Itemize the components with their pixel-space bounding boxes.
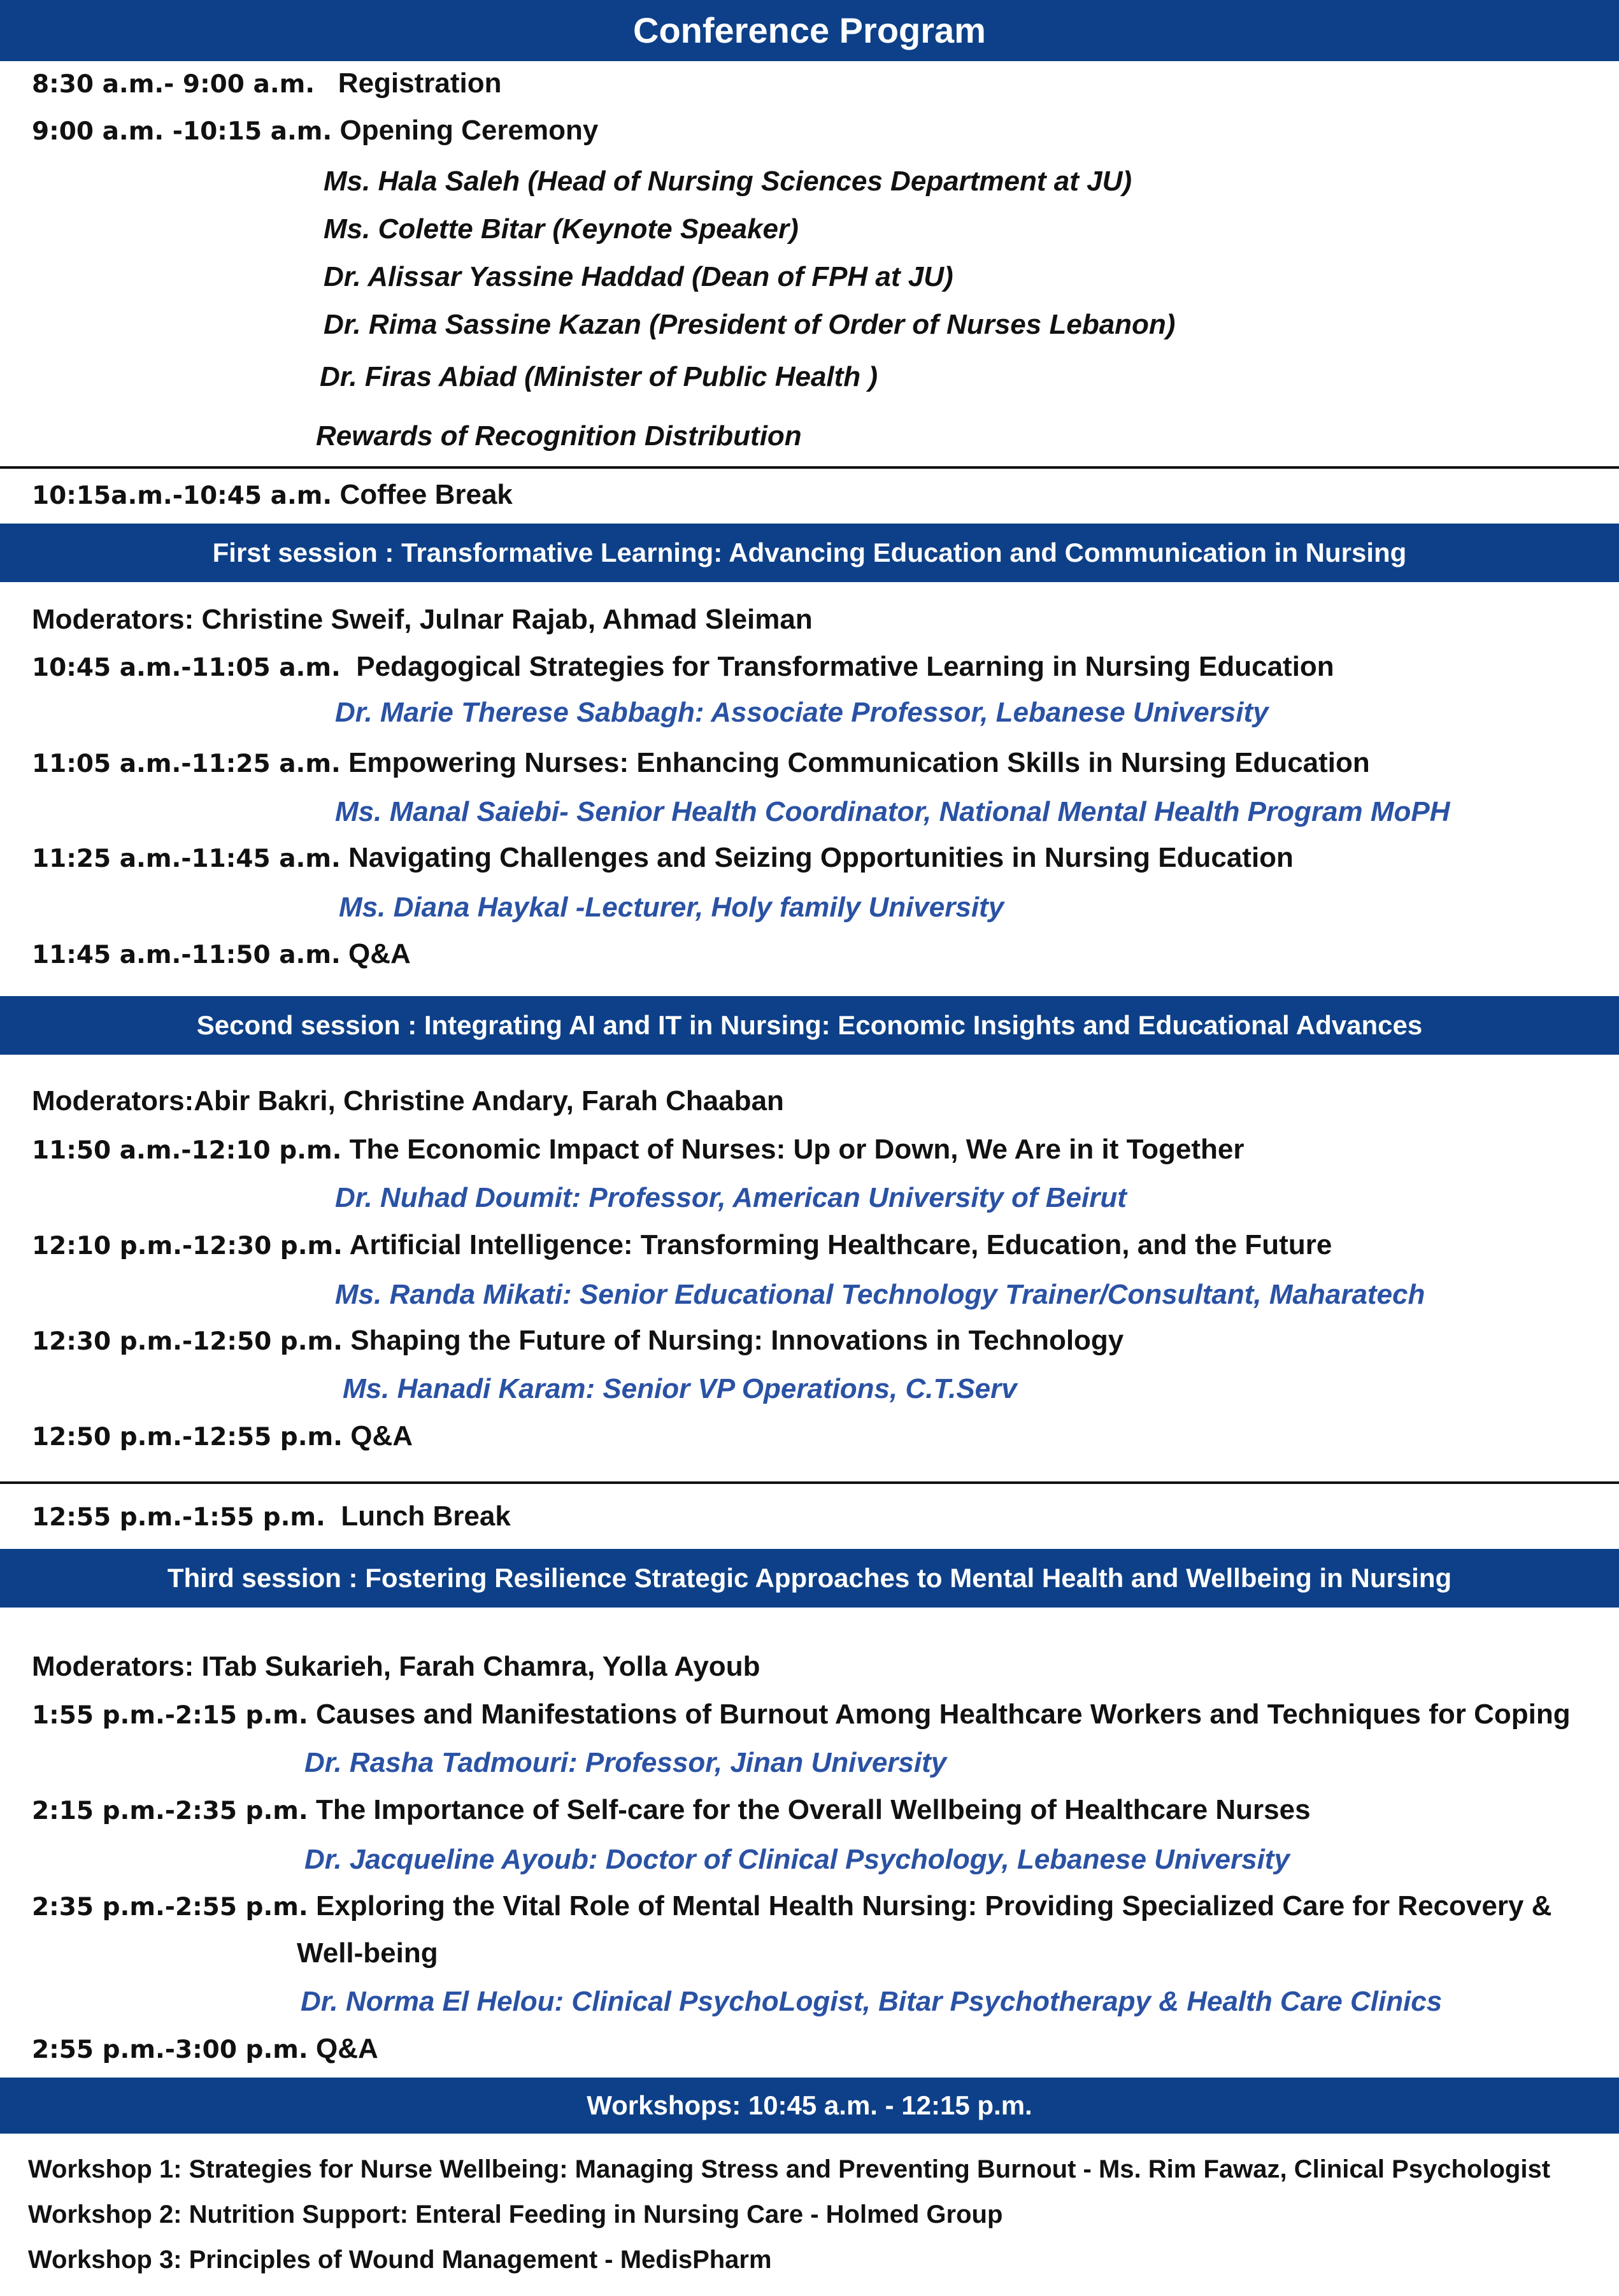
coffee-break-time: 10:15a.m.-10:45 a.m. bbox=[32, 481, 332, 510]
registration-row bbox=[32, 68, 502, 99]
registration-time: 8:30 a.m.- 9:00 a.m. bbox=[32, 70, 315, 99]
opening-speaker: Dr. Alissar Yassine Haddad (Dean of FPH at JU) bbox=[324, 261, 953, 292]
talk-title: Navigating Challenges and Seizing Opportunities in Nursing Education bbox=[348, 842, 1294, 873]
talk-speaker: Dr. Norma El Helou: Clinical PsychoLogist, Bitar Psychotherapy & Health Care Clinics bbox=[301, 1986, 1443, 2017]
session-3-header: Third session : Fostering Resilience Strategic Approaches to Mental Health and Wellbeing in Nursing bbox=[0, 1549, 1619, 1608]
coffee-break-title: Coffee Break bbox=[339, 479, 513, 510]
talk-row bbox=[32, 1890, 1551, 1922]
talk-title: Empowering Nurses: Enhancing Communication Skills in Nursing Education bbox=[348, 747, 1370, 778]
coffee-break-row bbox=[32, 479, 513, 511]
opening-ceremony-row bbox=[32, 115, 598, 146]
talk-row bbox=[32, 1699, 1571, 1730]
talk-row bbox=[32, 1229, 1332, 1261]
talk-speaker: Dr. Marie Therese Sabbagh: Associate Professor, Lebanese University bbox=[335, 697, 1269, 728]
divider bbox=[0, 466, 1619, 469]
talk-title: The Economic Impact of Nurses: Up or Down, We Are in it Together bbox=[349, 1134, 1245, 1165]
talk-title: Causes and Manifestations of Burnout Among Healthcare Workers and Techniques for Coping bbox=[315, 1699, 1571, 1730]
opening-speaker: Dr. Firas Abiad (Minister of Public Health ) bbox=[320, 361, 878, 392]
qa-time: 2:55 p.m.-3:00 p.m. bbox=[32, 2036, 308, 2064]
qa-row bbox=[32, 938, 411, 970]
qa-time: 11:45 a.m.-11:50 a.m. bbox=[32, 941, 341, 969]
talk-time: 12:30 p.m.-12:50 p.m. bbox=[32, 1327, 343, 1356]
qa-time: 12:50 p.m.-12:55 p.m. bbox=[32, 1423, 343, 1451]
talk-time: 10:45 a.m.-11:05 a.m. bbox=[32, 653, 341, 682]
qa-row bbox=[32, 2033, 378, 2065]
qa-title: Q&A bbox=[348, 938, 411, 969]
talk-speaker: Dr. Jacqueline Ayoub: Doctor of Clinical Psychology, Lebanese University bbox=[304, 1844, 1290, 1875]
qa-row bbox=[32, 1420, 413, 1452]
talk-row bbox=[32, 1134, 1245, 1166]
talk-time: 12:10 p.m.-12:30 p.m. bbox=[32, 1232, 343, 1260]
talk-row bbox=[32, 1325, 1123, 1357]
talk-title: Shaping the Future of Nursing: Innovations in Technology bbox=[350, 1325, 1124, 1356]
page-title: Conference Program bbox=[0, 0, 1619, 61]
qa-title: Q&A bbox=[315, 2033, 378, 2064]
talk-title: The Importance of Self-care for the Overall Wellbeing of Healthcare Nurses bbox=[315, 1794, 1311, 1825]
talk-title: Pedagogical Strategies for Transformative Learning in Nursing Education bbox=[356, 651, 1334, 682]
session-3-moderators: Moderators: ITab Sukarieh, Farah Chamra, Yolla Ayoub bbox=[32, 1651, 760, 1682]
talk-speaker: Dr. Nuhad Doumit: Professor, American University of Beirut bbox=[335, 1182, 1127, 1213]
session-2-header: Second session : Integrating AI and IT in Nursing: Economic Insights and Educational Advances bbox=[0, 996, 1619, 1055]
opening-ceremony-title: Opening Ceremony bbox=[339, 115, 599, 146]
session-1-header: First session : Transformative Learning: Advancing Education and Communication in Nursing bbox=[0, 524, 1619, 582]
talk-row bbox=[32, 1794, 1311, 1826]
talk-row bbox=[32, 842, 1294, 874]
talk-title: Exploring the Vital Role of Mental Health Nursing: Providing Specialized Care for Recovery & bbox=[315, 1890, 1552, 1922]
talk-speaker: Ms. Randa Mikati: Senior Educational Technology Trainer/Consultant, Maharatech bbox=[335, 1279, 1425, 1310]
opening-speaker: Ms. Hala Saleh (Head of Nursing Sciences Department at JU) bbox=[324, 166, 1132, 197]
opening-ceremony-time: 9:00 a.m. -10:15 a.m. bbox=[32, 117, 332, 146]
talk-time: 11:25 a.m.-11:45 a.m. bbox=[32, 845, 341, 873]
talk-row bbox=[32, 651, 1334, 683]
lunch-break-title: Lunch Break bbox=[341, 1501, 511, 1532]
opening-speaker: Dr. Rima Sassine Kazan (President of Order of Nurses Lebanon) bbox=[324, 309, 1176, 340]
qa-title: Q&A bbox=[350, 1420, 413, 1451]
talk-speaker: Dr. Rasha Tadmouri: Professor, Jinan University bbox=[304, 1747, 947, 1778]
talk-time: 11:05 a.m.-11:25 a.m. bbox=[32, 750, 341, 778]
lunch-break-row bbox=[32, 1501, 511, 1532]
divider bbox=[0, 1481, 1619, 1484]
session-2-moderators: Moderators:Abir Bakri, Christine Andary, Farah Chaaban bbox=[32, 1085, 784, 1116]
talk-time: 1:55 p.m.-2:15 p.m. bbox=[32, 1701, 308, 1730]
talk-speaker: Ms. Diana Haykal -Lecturer, Holy family University bbox=[339, 892, 1004, 923]
session-1-moderators: Moderators: Christine Sweif, Julnar Rajab, Ahmad Sleiman bbox=[32, 604, 813, 635]
talk-time: 2:15 p.m.-2:35 p.m. bbox=[32, 1797, 308, 1825]
workshop-item: Workshop 1: Strategies for Nurse Wellbeing: Managing Stress and Preventing Burnout - Ms. Rim Fawaz, Clinical Psychologist bbox=[28, 2155, 1551, 2183]
workshop-item: Workshop 2: Nutrition Support: Enteral Feeding in Nursing Care - Holmed Group bbox=[28, 2200, 1003, 2228]
workshop-item: Workshop 3: Principles of Wound Management - MedisPharm bbox=[28, 2246, 772, 2274]
talk-title: Artificial Intelligence: Transforming Healthcare, Education, and the Future bbox=[349, 1229, 1332, 1260]
talk-time: 11:50 a.m.-12:10 p.m. bbox=[32, 1136, 342, 1165]
opening-speaker: Ms. Colette Bitar (Keynote Speaker) bbox=[324, 213, 799, 245]
workshops-header: Workshops: 10:45 a.m. - 12:15 p.m. bbox=[0, 2078, 1619, 2134]
talk-time: 2:35 p.m.-2:55 p.m. bbox=[32, 1893, 308, 1922]
rewards-distribution: Rewards of Recognition Distribution bbox=[316, 420, 802, 452]
registration-title: Registration bbox=[338, 68, 502, 99]
talk-title-continued: Well-being bbox=[297, 1937, 438, 1969]
lunch-break-time: 12:55 p.m.-1:55 p.m. bbox=[32, 1503, 325, 1532]
talk-row bbox=[32, 747, 1370, 779]
talk-speaker: Ms. Manal Saiebi- Senior Health Coordinator, National Mental Health Program MoPH bbox=[335, 796, 1450, 827]
talk-speaker: Ms. Hanadi Karam: Senior VP Operations, C.T.Serv bbox=[343, 1373, 1017, 1404]
